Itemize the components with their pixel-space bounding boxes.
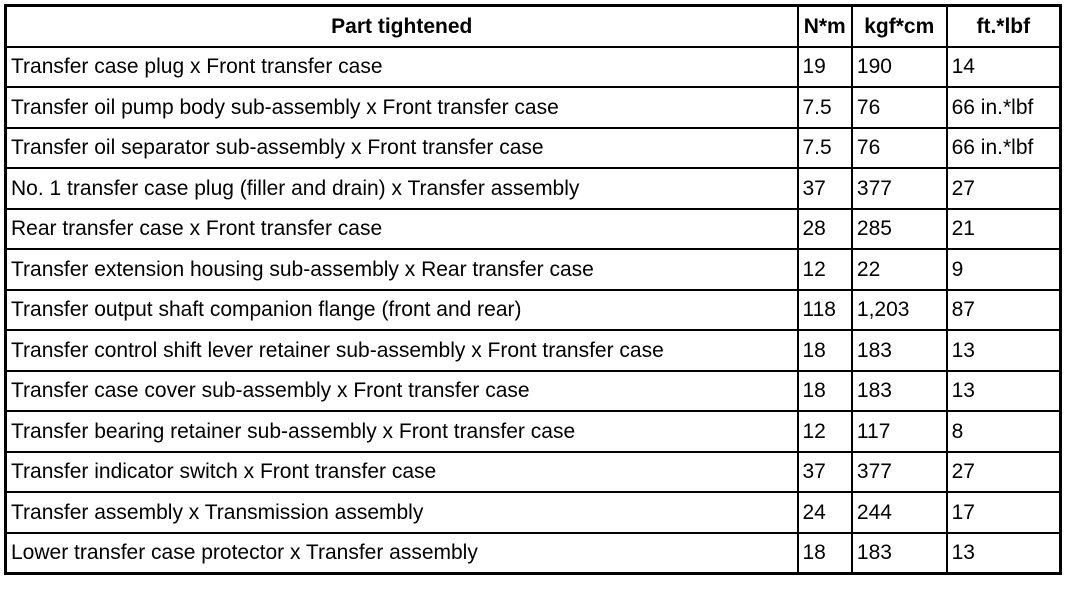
- table-header: [6, 6, 1061, 47]
- cell-part: Transfer case plug x Front transfer case: [6, 47, 798, 88]
- cell-nm: 7.5: [798, 87, 852, 128]
- cell-nm: 19: [798, 47, 852, 88]
- table-row: [6, 411, 1061, 452]
- cell-kgf-cm: 183: [852, 533, 947, 574]
- cell-ft-lbf: 27: [947, 452, 1061, 493]
- cell-kgf-cm: 22: [852, 249, 947, 290]
- table-row: [6, 371, 1061, 412]
- cell-part: Transfer assembly x Transmission assembly: [6, 492, 798, 533]
- cell-kgf-cm: 183: [852, 330, 947, 371]
- table-row: [6, 249, 1061, 290]
- cell-kgf-cm: 377: [852, 168, 947, 209]
- header-nm: N*m: [798, 6, 852, 47]
- cell-nm: 7.5: [798, 128, 852, 169]
- cell-kgf-cm: 117: [852, 411, 947, 452]
- cell-part: Transfer indicator switch x Front transfer case: [6, 452, 798, 493]
- cell-nm: 18: [798, 533, 852, 574]
- cell-ft-lbf: 9: [947, 249, 1061, 290]
- header-part-tightened: Part tightened: [6, 6, 798, 47]
- table-row: [6, 330, 1061, 371]
- cell-nm: 37: [798, 452, 852, 493]
- cell-kgf-cm: 76: [852, 128, 947, 169]
- cell-part: Lower transfer case protector x Transfer assembly: [6, 533, 798, 574]
- cell-nm: 18: [798, 330, 852, 371]
- table-row: [6, 209, 1061, 250]
- cell-nm: 12: [798, 249, 852, 290]
- cell-ft-lbf: 14: [947, 47, 1061, 88]
- table-row: [6, 290, 1061, 331]
- cell-kgf-cm: 190: [852, 47, 947, 88]
- cell-ft-lbf: 8: [947, 411, 1061, 452]
- cell-kgf-cm: 377: [852, 452, 947, 493]
- cell-ft-lbf: 66 in.*lbf: [947, 128, 1061, 169]
- cell-kgf-cm: 1,203: [852, 290, 947, 331]
- table-row: [6, 452, 1061, 493]
- cell-nm: 37: [798, 168, 852, 209]
- cell-ft-lbf: 27: [947, 168, 1061, 209]
- cell-nm: 12: [798, 411, 852, 452]
- torque-specification-table: [4, 4, 1062, 575]
- cell-part: Transfer bearing retainer sub-assembly x Front transfer case: [6, 411, 798, 452]
- table-row: [6, 128, 1061, 169]
- table-row: [6, 533, 1061, 574]
- cell-ft-lbf: 87: [947, 290, 1061, 331]
- cell-nm: 118: [798, 290, 852, 331]
- cell-ft-lbf: 66 in.*lbf: [947, 87, 1061, 128]
- table-row: [6, 168, 1061, 209]
- table-row: [6, 492, 1061, 533]
- cell-part: Transfer extension housing sub-assembly x Rear transfer case: [6, 249, 798, 290]
- cell-part: No. 1 transfer case plug (filler and drain) x Transfer assembly: [6, 168, 798, 209]
- cell-ft-lbf: 13: [947, 330, 1061, 371]
- cell-ft-lbf: 13: [947, 533, 1061, 574]
- cell-ft-lbf: 17: [947, 492, 1061, 533]
- header-ft-lbf: ft.*lbf: [947, 6, 1061, 47]
- cell-ft-lbf: 21: [947, 209, 1061, 250]
- table-row: [6, 47, 1061, 88]
- cell-nm: 28: [798, 209, 852, 250]
- cell-nm: 18: [798, 371, 852, 412]
- cell-part: Transfer oil separator sub-assembly x Front transfer case: [6, 128, 798, 169]
- table-body: [6, 47, 1061, 574]
- cell-kgf-cm: 244: [852, 492, 947, 533]
- cell-kgf-cm: 183: [852, 371, 947, 412]
- table-row: [6, 87, 1061, 128]
- cell-part: Transfer oil pump body sub-assembly x Front transfer case: [6, 87, 798, 128]
- cell-part: Transfer output shaft companion flange (front and rear): [6, 290, 798, 331]
- cell-kgf-cm: 285: [852, 209, 947, 250]
- cell-part: Transfer case cover sub-assembly x Front transfer case: [6, 371, 798, 412]
- header-row: [6, 6, 1061, 47]
- cell-nm: 24: [798, 492, 852, 533]
- cell-part: Rear transfer case x Front transfer case: [6, 209, 798, 250]
- cell-kgf-cm: 76: [852, 87, 947, 128]
- header-kgf-cm: kgf*cm: [852, 6, 947, 47]
- cell-ft-lbf: 13: [947, 371, 1061, 412]
- cell-part: Transfer control shift lever retainer sub-assembly x Front transfer case: [6, 330, 798, 371]
